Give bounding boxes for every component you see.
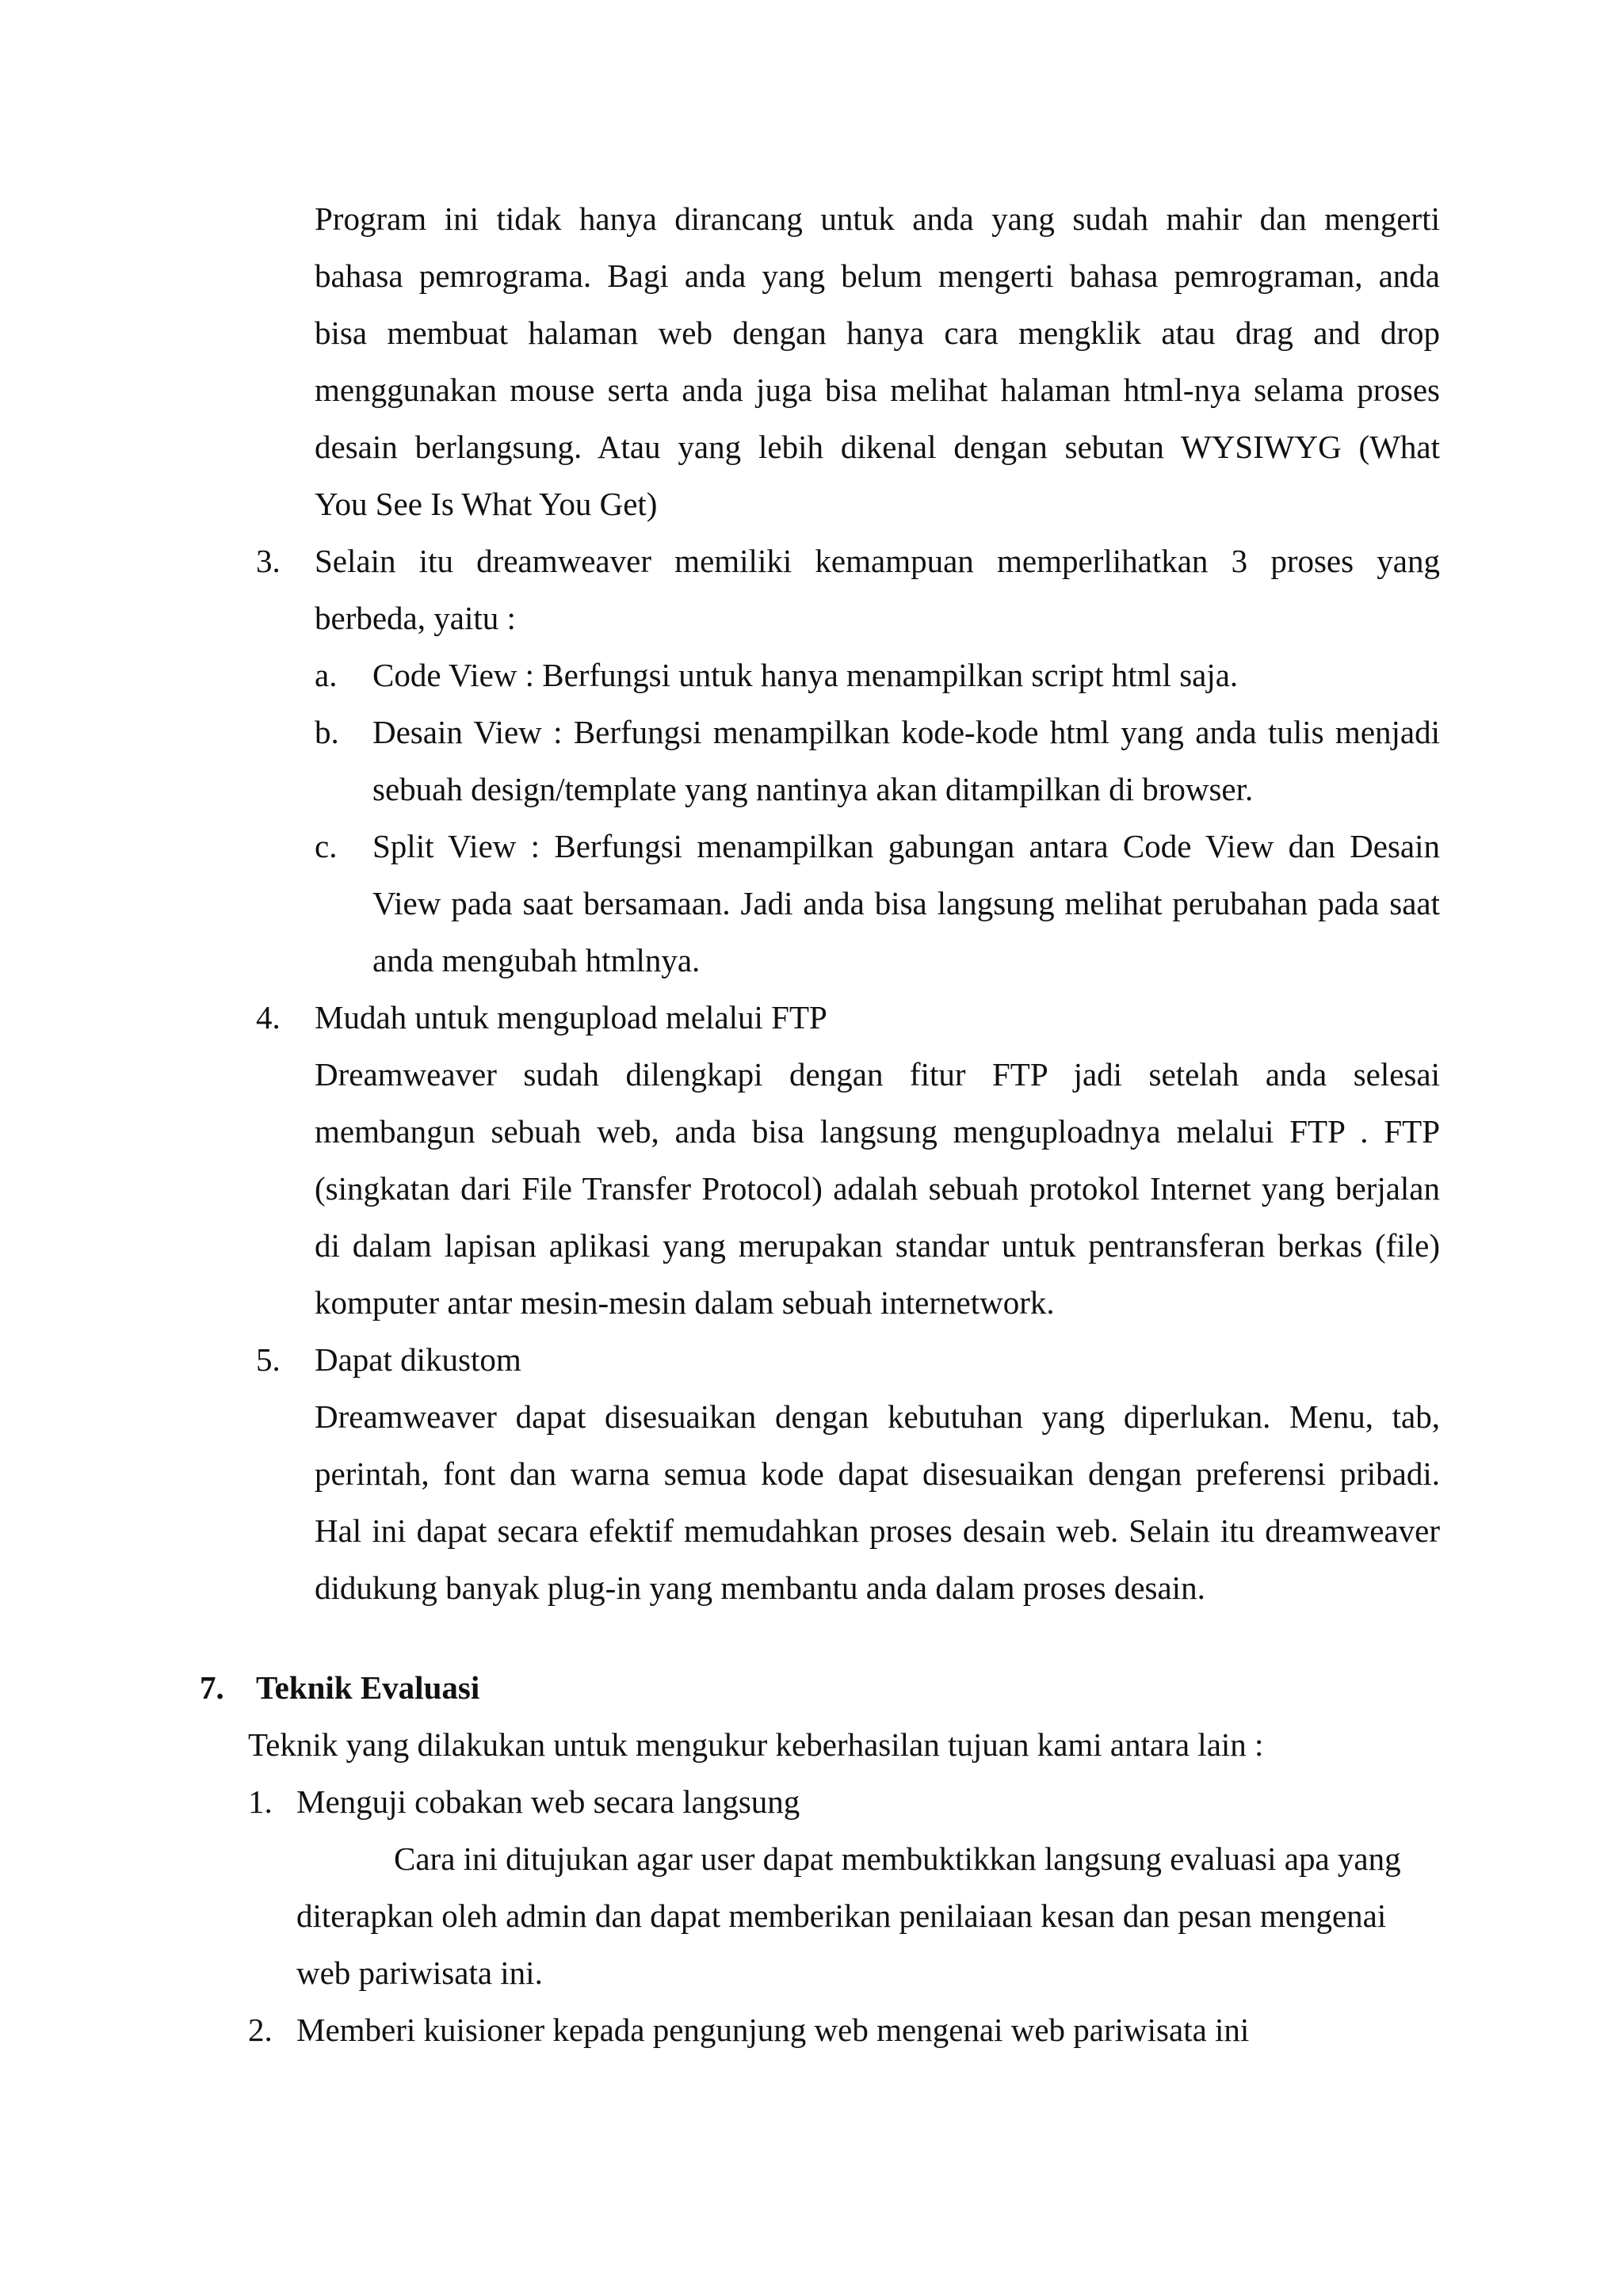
item-5-line-1: Dreamweaver dapat disesuaikan dengan kebutuhan yang diperlukan. Menu, tab, — [315, 1401, 1440, 1435]
item-3-line-1: Selain itu dreamweaver memiliki kemampuan memperlihatkan 3 proses yang — [315, 545, 1440, 579]
sub-c-line-3: anda mengubah htmlnya. — [372, 942, 701, 978]
sub-b-letter: b. — [315, 714, 339, 750]
section-7-number: 7. — [200, 1669, 224, 1706]
intro-line-3: bisa membuat halaman web dengan hanya cara mengklik atau drag and drop — [315, 317, 1440, 351]
sub-c-letter: c. — [315, 828, 338, 864]
intro-line-5: desain berlangsung. Atau yang lebih dikenal dengan sebutan WYSIWYG (What — [315, 431, 1440, 465]
item-5-number: 5. — [256, 1341, 281, 1378]
intro-line-6: You See Is What You Get) — [315, 486, 658, 522]
intro-line-1: Program ini tidak hanya dirancang untuk anda yang sudah mahir dan mengerti — [315, 203, 1440, 237]
sub-c-line-1: Split View : Berfungsi menampilkan gabungan antara Code View dan Desain — [372, 830, 1440, 864]
item-3-number: 3. — [256, 543, 281, 579]
item-5-title: Dapat dikustom — [315, 1341, 521, 1378]
eval-item-1-title: Menguji cobakan web secara langsung — [296, 1783, 800, 1820]
eval-item-1-number: 1. — [248, 1783, 273, 1820]
item-4-line-1: Dreamweaver sudah dilengkapi dengan fitur FTP jadi setelah anda selesai — [315, 1058, 1440, 1093]
sub-a-letter: a. — [315, 657, 338, 693]
intro-line-4: menggunakan mouse serta anda juga bisa melihat halaman html-nya selama proses — [315, 374, 1440, 408]
section-7-intro: Teknik yang dilakukan untuk mengukur keberhasilan tujuan kami antara lain : — [248, 1726, 1264, 1763]
sub-b-line-1: Desain View : Berfungsi menampilkan kode-kode html yang anda tulis menjadi — [372, 716, 1440, 750]
eval-item-1-line-1: Cara ini ditujukan agar user dapat membuktikkan langsung evaluasi apa yang — [394, 1840, 1401, 1877]
section-7-heading: Teknik Evaluasi — [256, 1669, 480, 1706]
item-4-line-5: komputer antar mesin-mesin dalam sebuah internetwork. — [315, 1284, 1055, 1321]
item-4-title: Mudah untuk mengupload melalui FTP — [315, 999, 827, 1035]
eval-item-2-title: Memberi kuisioner kepada pengunjung web mengenai web pariwisata ini — [296, 2012, 1250, 2048]
item-4-line-4: di dalam lapisan aplikasi yang merupakan standar untuk pentransferan berkas (file) — [315, 1230, 1440, 1264]
sub-a-line-1: Code View : Berfungsi untuk hanya menampilkan script html saja. — [372, 657, 1239, 693]
item-4-line-2: membangun sebuah web, anda bisa langsung menguploadnya melalui FTP . FTP — [315, 1116, 1440, 1150]
item-4-number: 4. — [256, 999, 281, 1035]
item-3-line-2: berbeda, yaitu : — [315, 600, 516, 636]
item-5-line-2: perintah, font dan warna semua kode dapat disesuaikan dengan preferensi pribadi. — [315, 1458, 1440, 1492]
item-4-line-3: (singkatan dari File Transfer Protocol) adalah sebuah protokol Internet yang berjalan — [315, 1173, 1440, 1207]
eval-item-1-line-2: diterapkan oleh admin dan dapat memberikan penilaiaan kesan dan pesan mengenai — [296, 1897, 1387, 1934]
intro-line-2: bahasa pemrograma. Bagi anda yang belum mengerti bahasa pemrograman, anda — [315, 260, 1440, 294]
eval-item-2-number: 2. — [248, 2012, 273, 2048]
eval-item-1-line-3: web pariwisata ini. — [296, 1955, 543, 1991]
sub-c-line-2: View pada saat bersamaan. Jadi anda bisa langsung melihat perubahan pada saat — [372, 887, 1440, 921]
item-5-line-4: didukung banyak plug-in yang membantu anda dalam proses desain. — [315, 1569, 1205, 1606]
sub-b-line-2: sebuah design/template yang nantinya akan ditampilkan di browser. — [372, 771, 1254, 807]
item-5-line-3: Hal ini dapat secara efektif memudahkan proses desain web. Selain itu dreamweaver — [315, 1515, 1440, 1549]
